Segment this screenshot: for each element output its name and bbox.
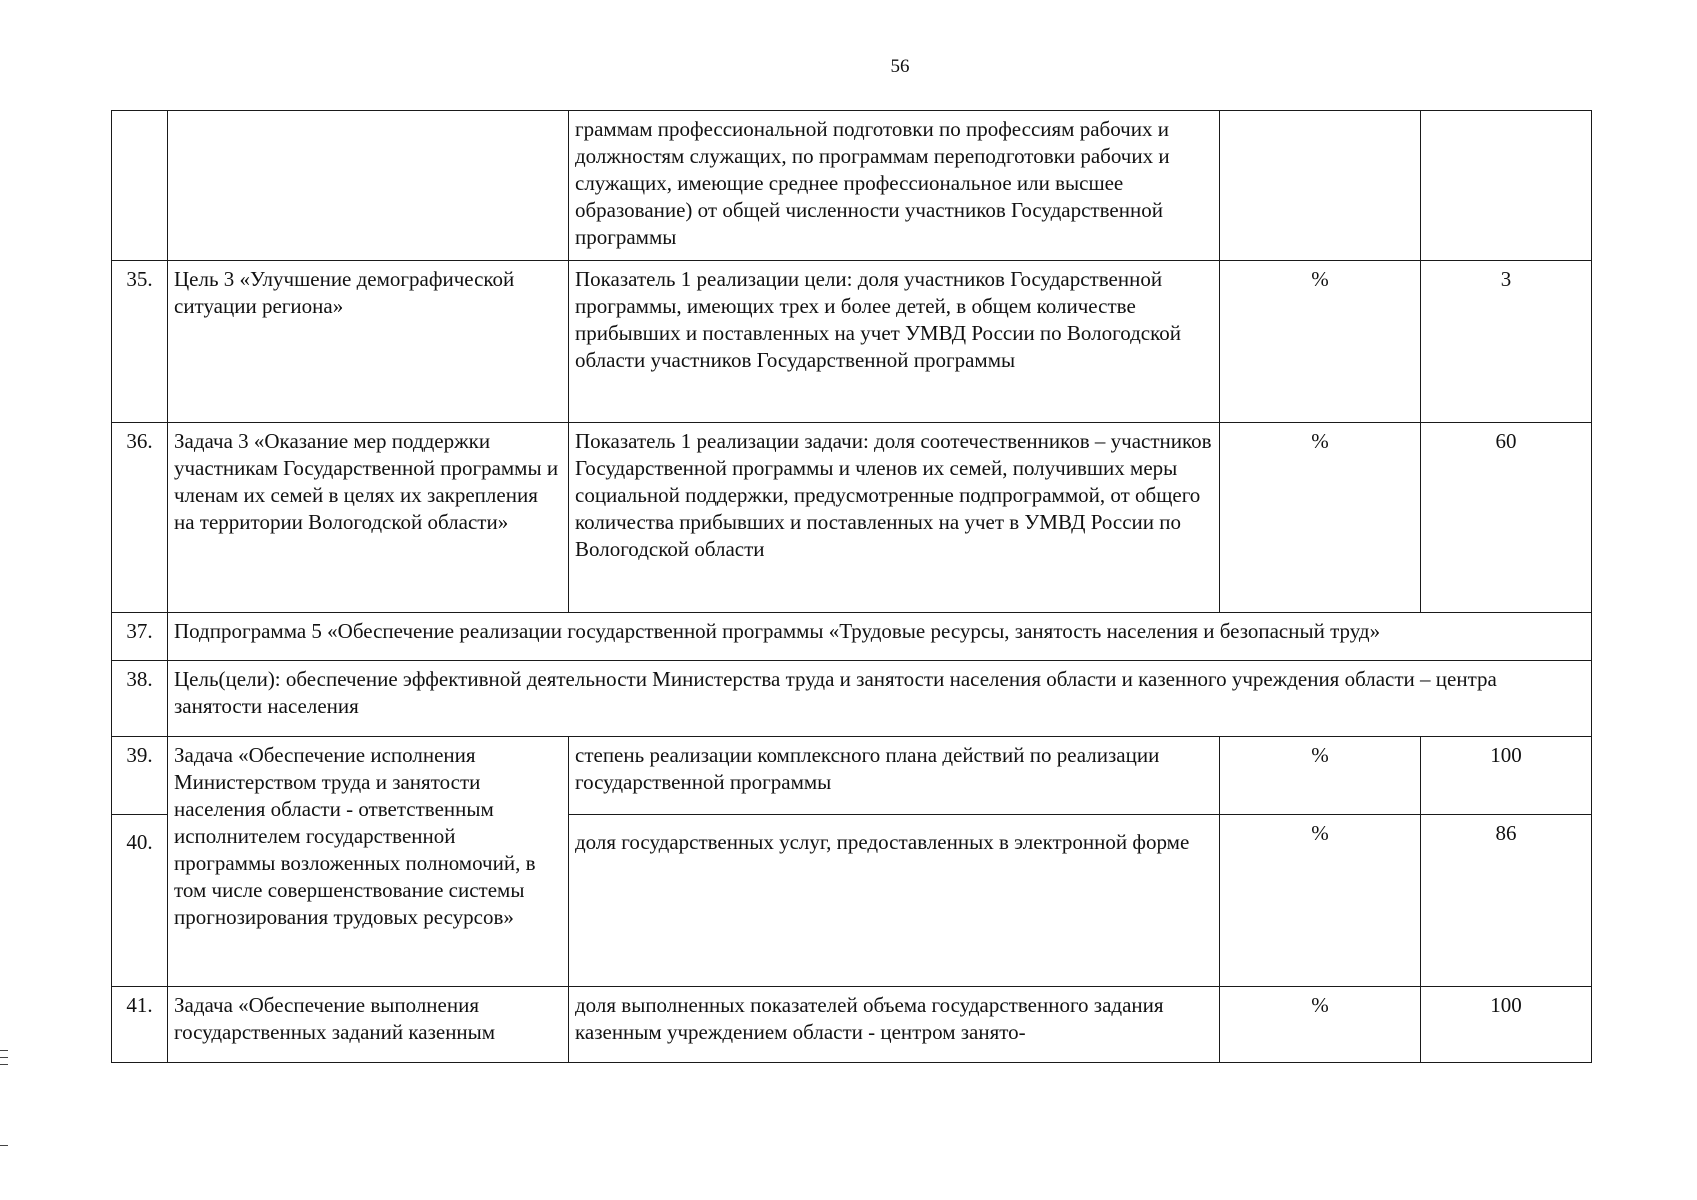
- table-row: [112, 613, 1592, 661]
- table-row: [112, 261, 1592, 423]
- unit-cell: %: [1220, 987, 1421, 1063]
- page-number: 56: [890, 56, 910, 77]
- table-row: [112, 737, 1592, 815]
- indicator-cell: Показатель 1 реализации задачи: доля соотечественников – участников Государственной программы и членов их семей, получивших меры социальной поддержки, предусмотренные подпрограммой, от общего количества прибывших и поставленных на учет в УМВД России по Вологодской области: [569, 423, 1220, 613]
- row-number: 38.: [112, 661, 168, 737]
- indicator-cell: Показатель 1 реализации цели: доля участников Государственной программы, имеющих трех и более детей, в общем количестве прибывших и поставленных на учет УМВД России по Вологодской области участников Государственной программы: [569, 261, 1220, 423]
- goal-span-cell: Цель(цели): обеспечение эффективной деятельности Министерства труда и занятости населения области и казенного учреждения области – центра занятости населения: [168, 661, 1592, 737]
- unit-cell: %: [1220, 815, 1421, 987]
- scan-edge-marks: [0, 1050, 8, 1152]
- row-number: 39.: [112, 737, 168, 815]
- indicator-cell: степень реализации комплексного плана действий по реализации государственной программы: [569, 737, 1220, 815]
- row-number: 35.: [112, 261, 168, 423]
- row-number: [112, 111, 168, 261]
- scan-mark: [0, 1057, 8, 1058]
- unit-cell: %: [1220, 261, 1421, 423]
- row-number: 40.: [112, 815, 168, 987]
- value-cell: 100: [1421, 987, 1592, 1063]
- value-cell: 3: [1421, 261, 1592, 423]
- scan-mark: [0, 1050, 8, 1051]
- unit-cell: [1220, 111, 1421, 261]
- goal-cell: [168, 111, 569, 261]
- row-number: 41.: [112, 987, 168, 1063]
- subprogram-title-cell: Подпрограмма 5 «Обеспечение реализации государственной программы «Трудовые ресурсы, занятость населения и безопасный труд»: [168, 613, 1592, 661]
- indicator-cell: доля выполненных показателей объема государственного задания казенным учреждением области - центром занято-: [569, 987, 1220, 1063]
- scan-mark: [0, 1145, 8, 1146]
- table-row: [112, 423, 1592, 613]
- value-cell: 60: [1421, 423, 1592, 613]
- scan-mark: [0, 1064, 8, 1065]
- value-cell: 86: [1421, 815, 1592, 987]
- indicators-table: [111, 110, 1592, 1063]
- goal-cell: Задача «Обеспечение выполнения государственных заданий казенным: [168, 987, 569, 1063]
- unit-cell: %: [1220, 423, 1421, 613]
- unit-cell: %: [1220, 737, 1421, 815]
- indicator-cell: доля государственных услуг, предоставленных в электронной форме: [569, 815, 1220, 987]
- goal-cell: Цель 3 «Улучшение демографической ситуации региона»: [168, 261, 569, 423]
- value-cell: 100: [1421, 737, 1592, 815]
- table-row: [112, 661, 1592, 737]
- table-row: [112, 111, 1592, 261]
- row-number: 37.: [112, 613, 168, 661]
- row-number: 36.: [112, 423, 168, 613]
- indicator-cell: граммам профессиональной подготовки по профессиям рабочих и должностям служащих, по программам переподготовки рабочих и служащих, имеющие среднее профессиональное или высшее образование) от общей численности участников Государственной программы: [569, 111, 1220, 261]
- goal-cell: Задача 3 «Оказание мер поддержки участникам Государственной программы и членам их семей в целях их закрепления на территории Вологодской области»: [168, 423, 569, 613]
- table-row: [112, 987, 1592, 1063]
- goal-cell: Задача «Обеспечение исполнения Министерством труда и занятости населения области - ответственным исполнителем государственной программы возложенных полномочий, в том числе совершенствование системы прогнозирования трудовых ресурсов»: [168, 737, 569, 987]
- value-cell: [1421, 111, 1592, 261]
